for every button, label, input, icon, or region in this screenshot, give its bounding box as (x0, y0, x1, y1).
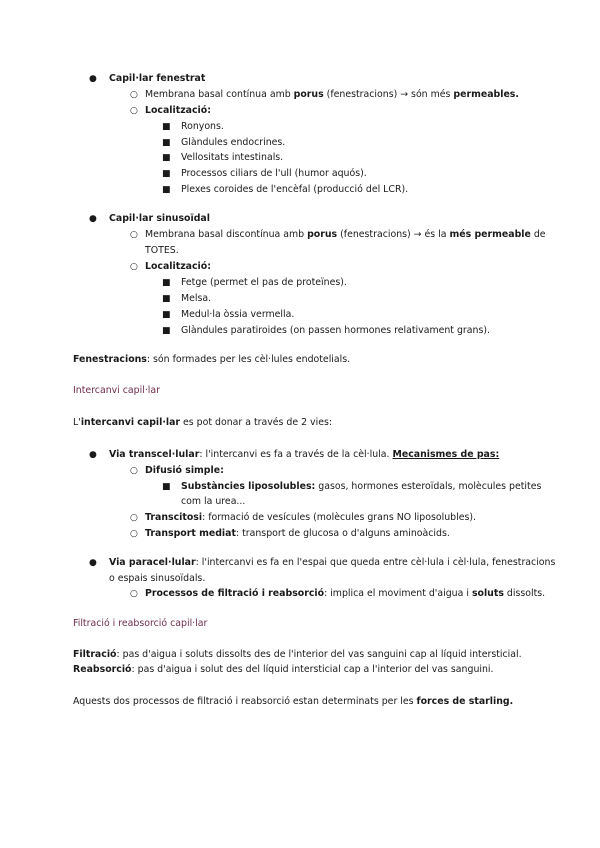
bullet-icon: ● (89, 214, 97, 224)
list-item: Transcitosi: formació de vesícules (molècules grans NO liposolubles). (145, 512, 476, 523)
list-item-continuation: o espais sinusoïdals. (109, 573, 206, 584)
list-item: Processos de filtració i reabsorció: implica el moviment d'aigua i soluts dissolts. (145, 588, 546, 599)
square-bullet-icon: ■ (162, 278, 171, 288)
list-item: Localització: (145, 105, 211, 116)
filtracio-heading: Filtració i reabsorció capil·lar (73, 618, 208, 629)
circle-bullet-icon: ○ (130, 589, 138, 599)
list-item: Ronyons. (181, 121, 224, 132)
list-item: Processos ciliars de l'ull (humor aquós). (181, 168, 367, 179)
bullet-icon: ● (89, 558, 97, 568)
circle-bullet-icon: ○ (130, 262, 138, 272)
final-paragraph: Aquests dos processos de filtració i reabsorció estan determinats per les forces de starling. (73, 696, 514, 707)
list-item: Transport mediat: transport de glucosa o d'alguns aminoàcids. (145, 528, 450, 539)
fenestrat-title: Capil·lar fenestrat (109, 73, 206, 84)
list-item: Via transcel·lular: l'intercanvi es fa a través de la cèl·lula. Mecanismes de pas: (109, 449, 500, 460)
list-item-continuation: TOTES. (145, 245, 179, 256)
list-item: Membrana basal contínua amb porus (fenestracions) → són més permeables. (145, 89, 519, 100)
square-bullet-icon: ■ (162, 482, 171, 492)
list-item-continuation: com la urea... (181, 496, 246, 507)
list-item: Medul·la òssia vermella. (181, 309, 295, 320)
intercanvi-intro: L'intercanvi capil·lar es pot donar a través de 2 vies: (73, 417, 333, 428)
list-item: Melsa. (181, 293, 212, 304)
list-item: Vellositats intestinals. (181, 152, 284, 163)
list-item: Glàndules endocrines. (181, 137, 286, 148)
reabsorcio-definition: Reabsorció: pas d'aigua i solut des del líquid intersticial cap a l'interior del vas sanguini. (73, 664, 494, 675)
circle-bullet-icon: ○ (130, 106, 138, 116)
bullet-icon: ● (89, 74, 97, 84)
list-item (109, 213, 210, 225)
list-item: Plexes coroides de l'encèfal (producció del LCR). (181, 184, 409, 195)
filtracio-definition: Filtració: pas d'aigua i soluts dissolts des de l'interior del vas sanguini cap al líquid intersticial. (73, 649, 522, 660)
sinusoidal-title: Capil·lar sinusoïdal (109, 213, 210, 224)
square-bullet-icon: ■ (162, 185, 171, 195)
circle-bullet-icon: ○ (130, 513, 138, 523)
list-item: Via paracel·lular: l'intercanvi es fa en l'espai que queda entre cèl·lula i cèl·lula, fenestracions (109, 557, 556, 568)
list-item: Fetge (permet el pas de proteïnes). (181, 277, 347, 288)
circle-bullet-icon: ○ (130, 466, 138, 476)
circle-bullet-icon: ○ (130, 529, 138, 539)
list-item: Localització: (145, 261, 211, 272)
list-item (109, 73, 205, 85)
square-bullet-icon: ■ (162, 310, 171, 320)
bullet-icon: ● (89, 450, 97, 460)
fenestracions-paragraph: Fenestracions: són formades per les cèl·lules endotelials. (73, 354, 351, 365)
list-item: Membrana basal discontínua amb porus (fenestracions) → és la més permeable de (145, 229, 546, 240)
square-bullet-icon: ■ (162, 294, 171, 304)
list-item: Substàncies liposolubles: gasos, hormones esteroïdals, molècules petites (181, 481, 542, 492)
square-bullet-icon: ■ (162, 138, 171, 148)
list-item: Glàndules paratiroides (on passen hormones relativament grans). (181, 325, 490, 336)
intercanvi-heading: Intercanvi capil·lar (73, 385, 161, 396)
circle-bullet-icon: ○ (130, 230, 138, 240)
square-bullet-icon: ■ (162, 169, 171, 179)
square-bullet-icon: ■ (162, 326, 171, 336)
list-item: Difusió simple: (145, 465, 224, 476)
circle-bullet-icon: ○ (130, 90, 138, 100)
square-bullet-icon: ■ (162, 122, 171, 132)
square-bullet-icon: ■ (162, 153, 171, 163)
